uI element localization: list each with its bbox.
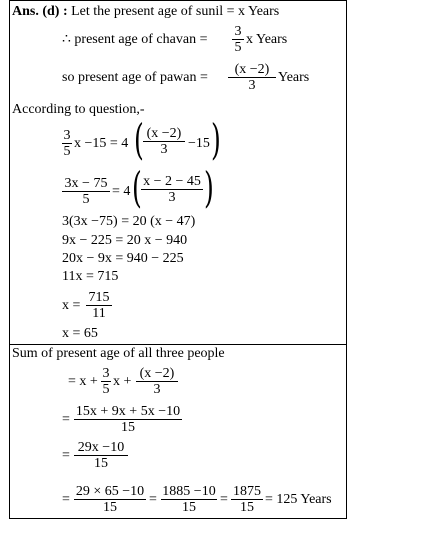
fraction-numerator: 3 [63,128,71,143]
equation-line: 11x = 715 [62,269,119,284]
left-paren-icon: ( [132,163,142,212]
fraction-numerator: (x −2) [228,62,276,78]
equation-line: 9x − 225 = 20 x − 940 [62,233,188,248]
fraction-denominator: 15 [182,500,196,515]
chavan-fraction [232,24,244,55]
fraction-denominator: 5 [82,192,90,207]
sum-l1-fraction-2 [136,366,178,397]
sum-l4-fraction-1 [74,484,146,515]
sum-l4-eq2: = [149,492,157,507]
eq2-middle: = 4 [112,184,131,199]
equation-line: 3(3x −75) = 20 (x − 47) [62,214,196,229]
sum-l2-eq: = [62,412,70,427]
eq1-lead-fraction [62,128,72,159]
right-paren-icon: ) [211,115,221,164]
fraction-numerator: 3 [102,366,110,381]
sum-heading: Sum of present age of all three people [12,346,225,361]
fraction-numerator: (x −2) [143,126,185,142]
fraction-denominator: 15 [240,500,254,515]
fraction-denominator: 5 [234,40,242,55]
sum-l4-fraction-3 [231,484,263,515]
pawan-fraction [228,62,276,93]
fraction-numerator: x − 2 − 45 [141,174,203,190]
sum-l4-eq3: = [220,492,228,507]
fraction-denominator: 3 [160,142,168,157]
fraction-denominator: 15 [103,500,117,515]
chavan-prefix: ∴ present age of chavan = [62,32,208,47]
sum-l1-b: x + [113,374,132,389]
fraction-numerator: 29x −10 [74,440,128,456]
fraction-denominator: 15 [121,420,135,435]
solution-box [9,0,347,345]
fraction-numerator: 29 × 65 −10 [75,484,145,499]
sum-l1-a: = x + [68,374,98,389]
fraction-numerator: 1875 [233,484,261,499]
answer-label: Ans. (d) : [12,4,68,19]
chavan-suffix: x Years [246,32,288,47]
fraction-numerator: 15x + 9x + 5x −10 [75,404,181,419]
x-fraction [86,290,112,321]
sum-l4-eq: = [62,492,70,507]
eq2-inner-fraction [141,174,203,205]
sum-l3-eq: = [62,448,70,463]
sum-l1-fraction-1 [101,366,111,397]
fraction-denominator: 3 [248,78,256,93]
pawan-suffix: Years [278,70,310,85]
fraction-numerator: 1885 −10 [162,484,216,499]
x-lhs: x = [62,298,81,313]
sum-l4-fraction-2 [161,484,217,515]
fraction-denominator: 5 [102,382,110,397]
left-paren-icon: ( [134,115,144,164]
eq1-tail: −15 [188,136,210,151]
right-paren-icon: ) [204,163,214,212]
fraction-denominator: 15 [94,456,108,471]
intro-text: Let the present age of sunil = x Years [71,4,280,19]
fraction-numerator: 3 [232,24,244,40]
final-result: = 125 Years [265,492,332,507]
fraction-denominator: 5 [63,144,71,159]
answer-line [12,4,279,20]
question-heading: According to question,- [12,102,145,117]
fraction-numerator: 3x − 75 [62,176,110,192]
fraction-numerator: 715 [86,290,112,306]
fraction-denominator: 3 [168,190,176,205]
x-result: x = 65 [62,326,98,341]
sum-l3-fraction [74,440,128,471]
pawan-prefix: so present age of pawan = [62,70,208,85]
fraction-numerator: (x −2) [136,366,178,382]
sum-l2-fraction [74,404,182,435]
fraction-denominator: 3 [153,382,161,397]
fraction-denominator: 11 [92,306,106,321]
eq1-middle: x −15 = 4 [74,136,129,151]
equation-line: 20x − 9x = 940 − 225 [62,251,184,266]
eq1-inner-fraction [143,126,185,157]
eq2-lead-fraction [62,176,110,207]
